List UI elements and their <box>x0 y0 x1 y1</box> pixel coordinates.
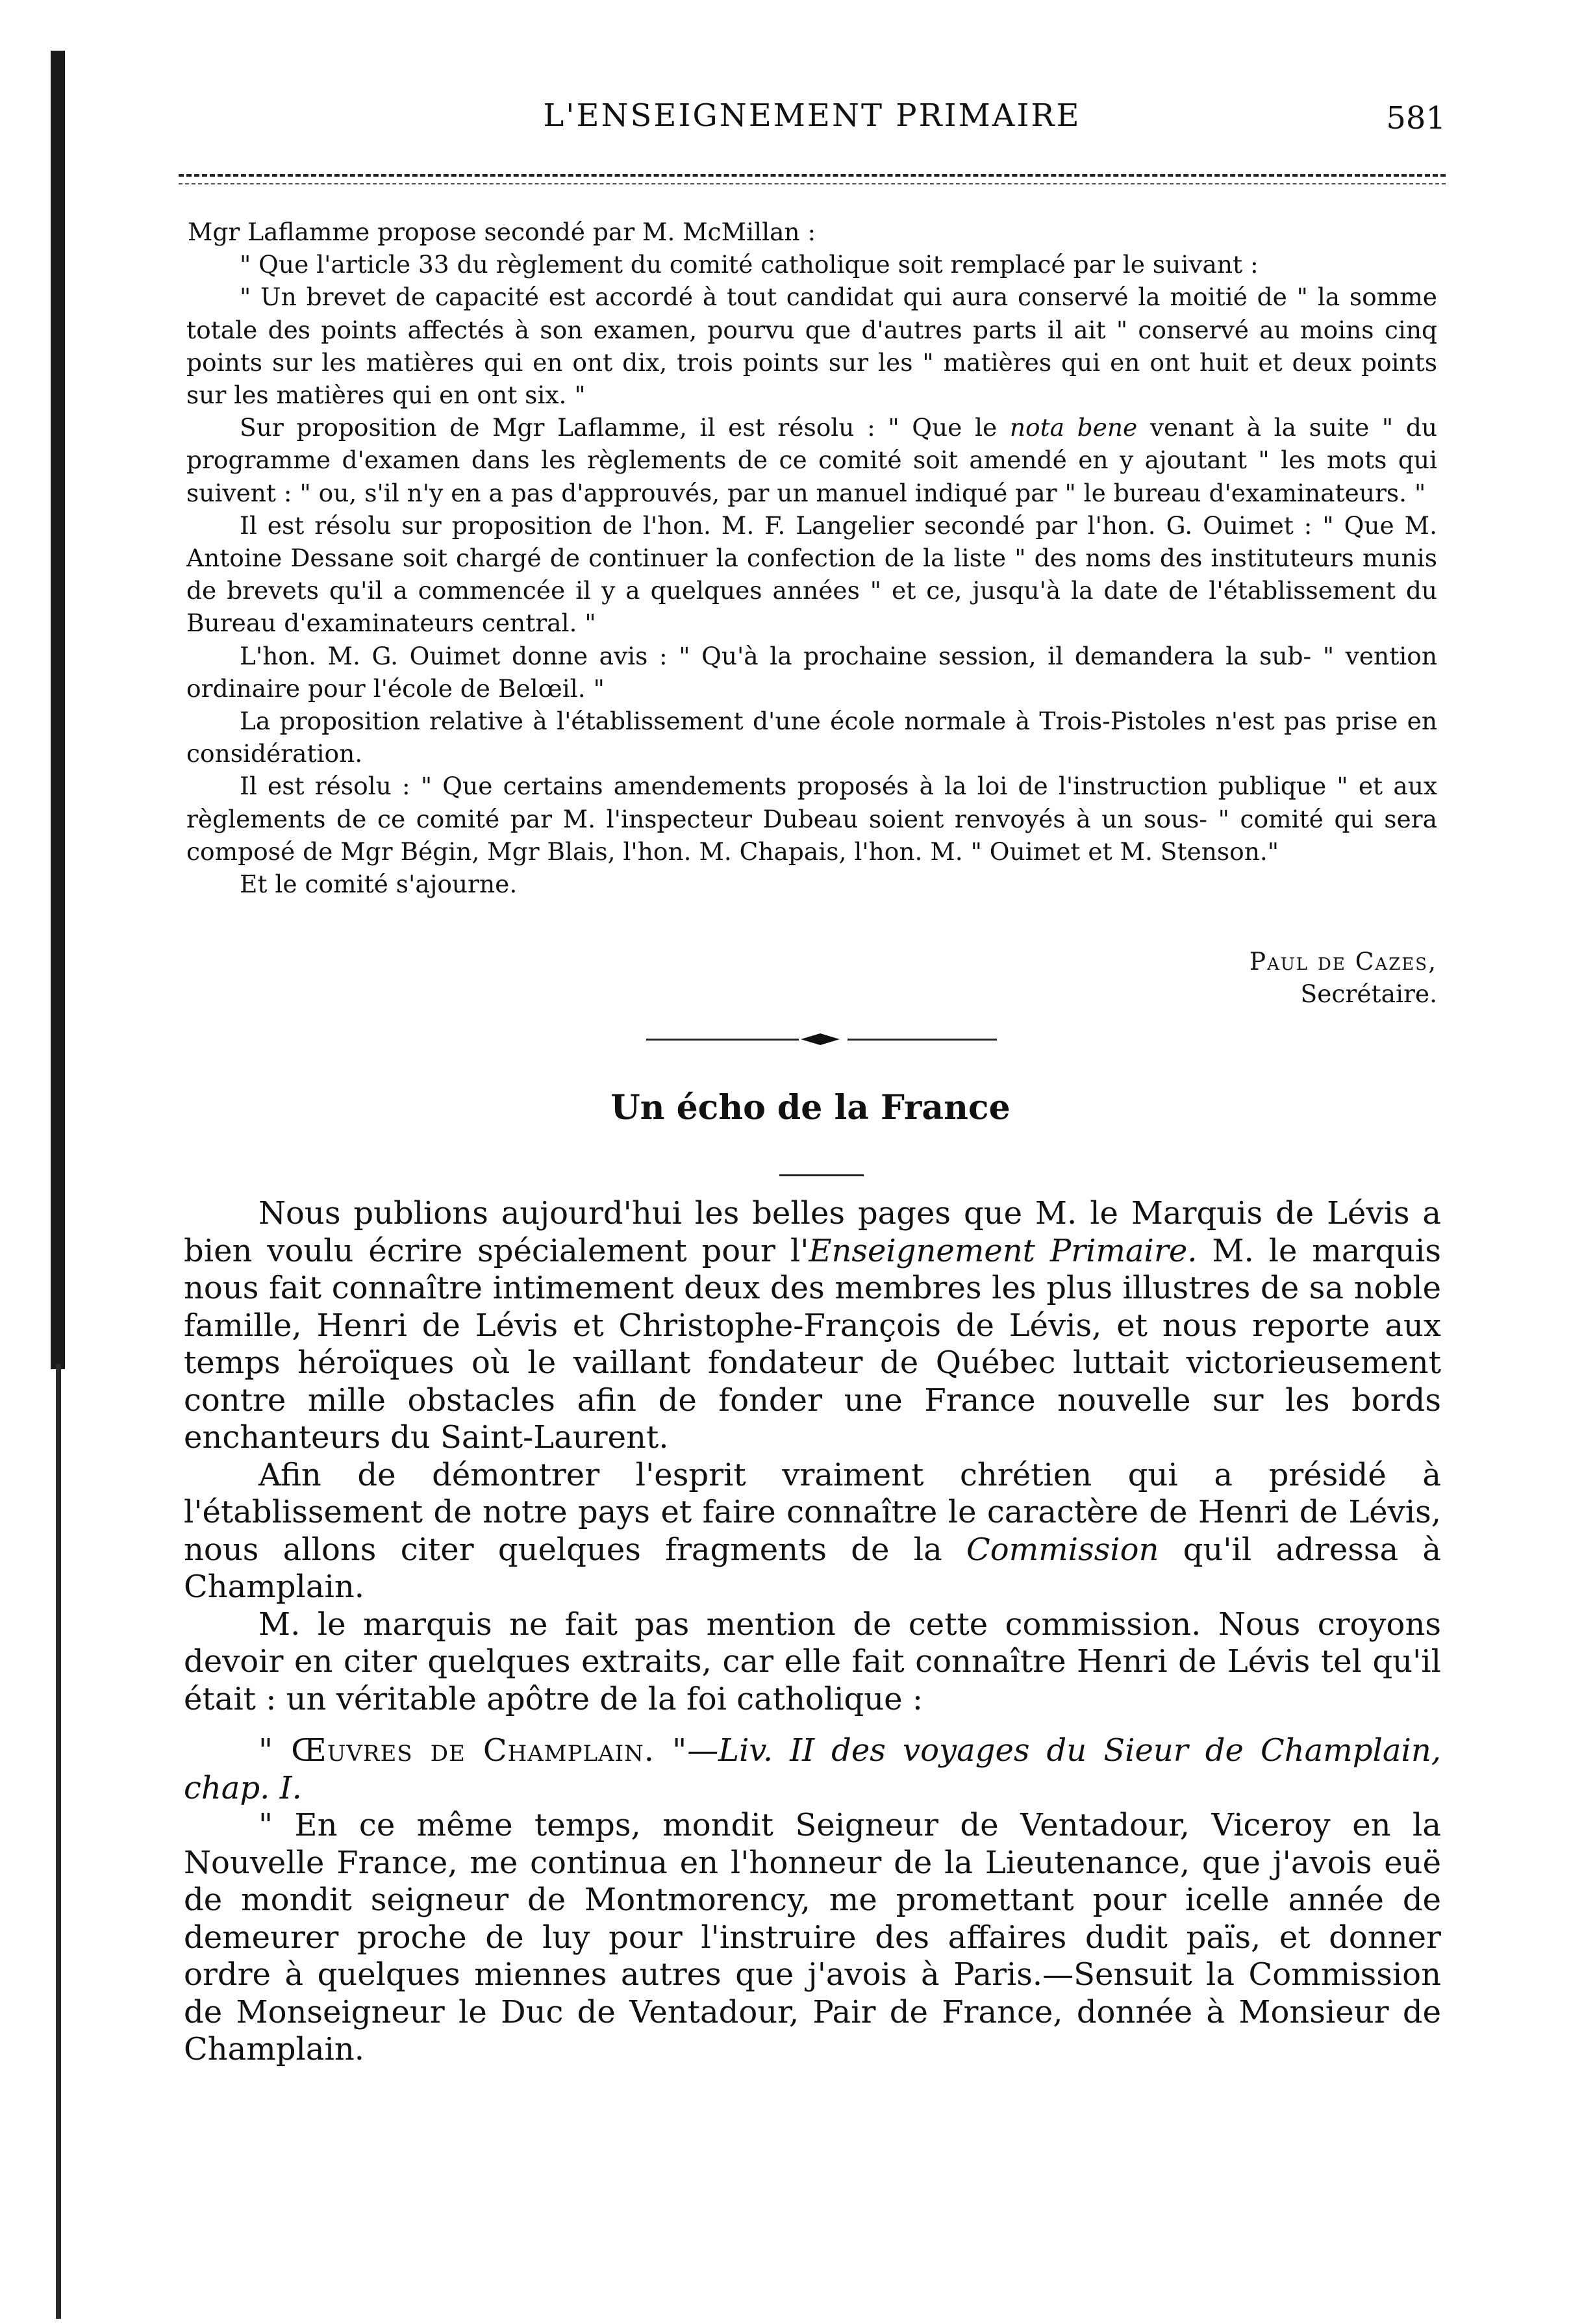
citation-source: " Œuvres de Champlain. " <box>258 1732 688 1769</box>
running-title: L'ENSEIGNEMENT PRIMAIRE <box>543 97 1081 134</box>
meeting-minutes <box>186 216 1437 900</box>
article-paragraph: M. le marquis ne fait pas mention de cette commission. Nous croyons devoir en citer quelques extraits, car elle fait connaître Henri de Lévis tel qu'il était : un véritable apôtre de la foi catholique : <box>184 1606 1441 1717</box>
citation-paragraph <box>184 1732 1441 1807</box>
article-paragraph: " En ce même temps, mondit Seigneur de Ventadour, Viceroy en la Nouvelle France, me continua en l'honneur de la Lieutenance, que j'avois euë de mondit seigneur de Montmorency, me promettant pour icelle année de demeurer proche de luy pour l'instruire des affaires dudit païs, et donner ordre à quelques miennes autres que j'avois à Paris.—Sensuit la Commission de Monseigneur le Duc de Ventadour, Pair de France, donnée à Monsieur de Champlain. <box>184 1807 1441 2067</box>
text-run: M. le marquis nous fait connaître intimement deux des membres les plus illustres de sa noble famille, Henri de Lévis et Christophe-François de Lévis, et nous reporte aux temps héroïques où le vaillant fondateur de Québec luttait victorieusement contre mille obstacles afin de fonder une France nouvelle sur les bords enchanteurs du Saint-Laurent. <box>184 1232 1442 1456</box>
minutes-paragraph: Il est résolu : " Que certains amendements proposés à la loi de l'instruction publique " et aux règlements de ce comité par M. l'inspecteur Dubeau soient renvoyés à un sous- " comité qui sera composé de Mgr Bégin, Mgr Blais, l'hon. M. Chapais, l'hon. M. " Ouimet et M. Stenson." <box>186 772 1437 866</box>
minutes-paragraph: Mgr Laflamme propose secondé par M. McMillan : <box>188 218 816 246</box>
citation-reference: —Liv. II des voyages du Sieur de Champlain, chap. I. <box>184 1732 1441 1806</box>
minutes-paragraph: " Que l'article 33 du règlement du comité catholique soit remplacé par le suivant : <box>240 250 1259 279</box>
article-title: Un écho de la France <box>610 1088 1011 1128</box>
italic-run: Commission <box>966 1531 1159 1568</box>
header-rule <box>179 174 1446 184</box>
signature-block <box>1250 945 1437 1010</box>
divider-line-right <box>848 1039 997 1041</box>
page-header <box>179 97 1446 149</box>
scan-margin-shadow <box>51 51 65 1369</box>
title-rule <box>779 1174 864 1176</box>
text-run: Nous publions aujourd'hui les belles pages que M. le Marquis de Lévis a bien voulu écrire spécialement pour l' <box>184 1195 1441 1269</box>
page-number: 581 <box>1386 100 1446 136</box>
minutes-paragraph: L'hon. M. G. Ouimet donne avis : " Qu'à la prochaine session, il demandera la sub- " vention ordinaire pour l'école de Belœil. " <box>186 641 1437 703</box>
article-body <box>184 1195 1441 2069</box>
text-run: venant à la suite " du programme d'examen dans les règlements de ce comité soit amendé en y ajoutant " les mots qui suivent : " ou, s'il n'y en a pas d'approuvés, par un manuel indiqué par " le bureau d'examinateurs. " <box>186 413 1437 507</box>
minutes-paragraph: La proposition relative à l'établissement d'une école normale à Trois-Pistoles n'est pas prise en considération. <box>186 707 1437 768</box>
divider-line-left <box>646 1039 799 1041</box>
signature-name: Paul de Cazes, <box>1249 947 1437 976</box>
italic-run: Enseignement Primaire. <box>809 1232 1198 1269</box>
divider-diamond <box>801 1033 840 1045</box>
section-divider-ornament <box>646 1031 997 1047</box>
article-paragraph <box>184 1457 1441 1606</box>
signature-role: Secrétaire. <box>1300 979 1437 1008</box>
minutes-paragraph: Il est résolu sur proposition de l'hon. M. F. Langelier secondé par l'hon. G. Ouimet : " Que M. Antoine Dessane soit chargé de continuer la confection de la liste " des noms des instituteurs munis de brevets qu'il a commencée il y a quelques années " et ce, jusqu'à la date de l'établissement du Bureau d'examinateurs central. " <box>186 511 1437 638</box>
text-run: Afin de démontrer l'esprit vraiment chrétien qui a présidé à l'établissement de notre pays et faire connaître le caractère de Henri de Lévis, nous allons citer quelques fragments de la <box>184 1456 1441 1568</box>
italic-run: nota bene <box>1009 413 1138 442</box>
scan-margin-shadow-lower <box>56 1364 61 2319</box>
article-paragraph <box>184 1195 1441 1457</box>
text-run: qu'il adressa à Champlain. <box>184 1531 1442 1605</box>
minutes-paragraph: " Un brevet de capacité est accordé à tout candidat qui aura conservé la moitié de " la somme totale des points affectés à son examen, pourvu que d'autres parts il ait " conservé au moins cinq points sur les matières qui en ont dix, trois points sur les " matières qui en ont huit et deux points sur les matières qui en ont six. " <box>186 283 1437 410</box>
text-run: Sur proposition de Mgr Laflamme, il est résolu : " Que le <box>240 413 1010 442</box>
minutes-paragraph <box>186 411 1437 509</box>
minutes-paragraph: Et le comité s'ajourne. <box>240 870 518 899</box>
